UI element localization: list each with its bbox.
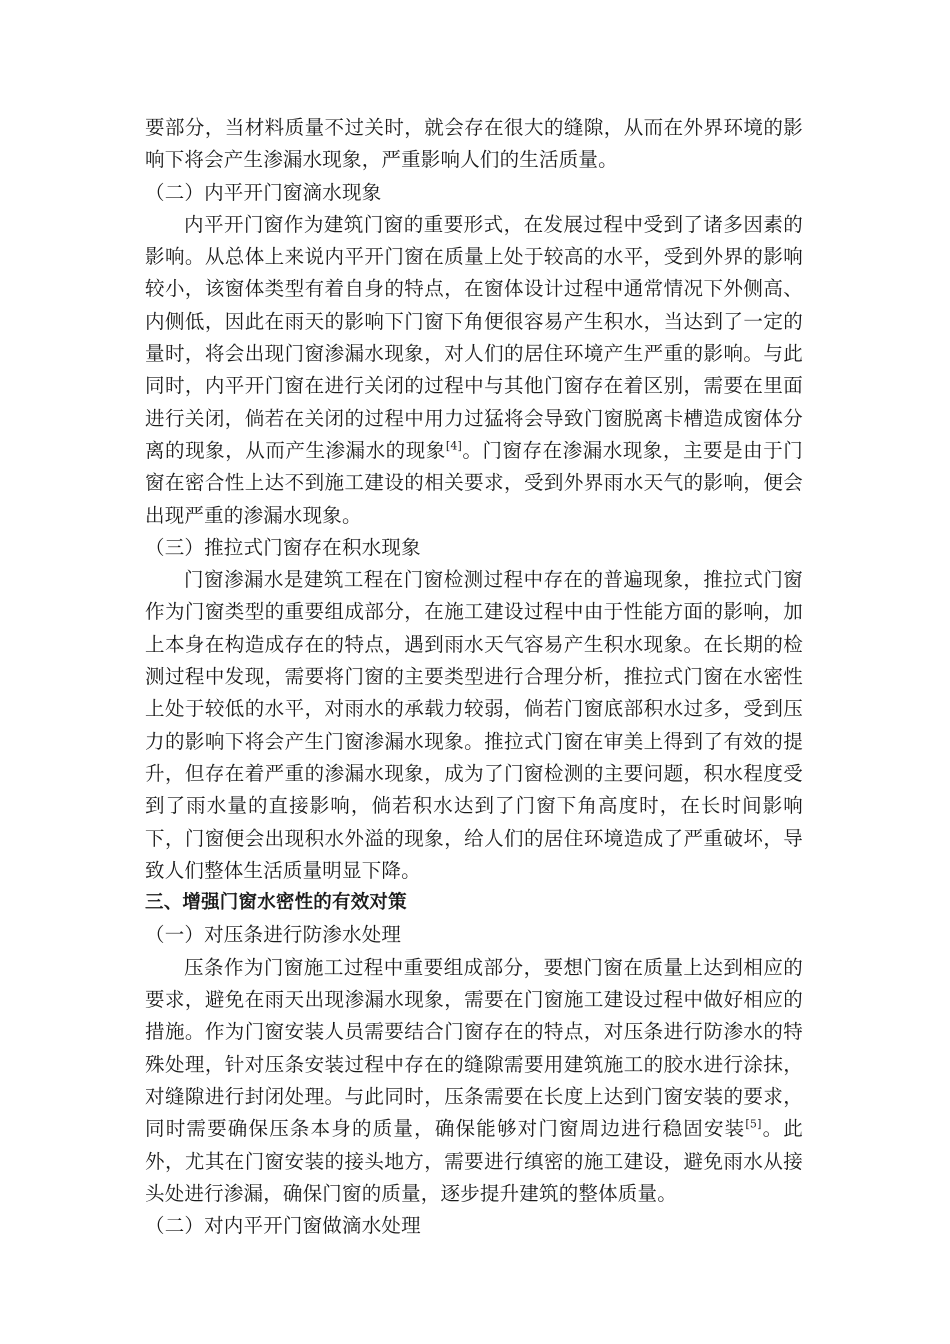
paragraph-sliding: 门窗渗漏水是建筑工程在门窗检测过程中存在的普遍现象，推拉式门窗作为门窗类型的重要组成部分，在施工建设过程中由于性能方面的影响，加上本身在构造成存在的特点，遇到雨水天气容易产生积水现象。在长期的检测过程中发现，需要将门窗的主要类型进行合理分析，推拉式门窗在水密性上处于较低的水平，对雨水的承载力较弱，倘若门窗底部积水过多，受到压力的影响下将会产生门窗渗漏水现象。推拉式门窗在审美上得到了有效的提升，但存在着严重的渗漏水现象，成为了门窗检测的主要问题，积水程度受到了雨水量的直接影响，倘若积水达到了门窗下角高度时，在长时间影响下，门窗便会出现积水外溢的现象，给人们的居住环境造成了严重破坏，导致人们整体生活质量明显下降。	[145, 568, 803, 882]
citation-5: [5]	[745, 1117, 762, 1131]
subheading-sliding-water: （三）推拉式门窗存在积水现象	[145, 535, 421, 559]
citation-4: [4]	[445, 439, 463, 453]
paragraph-text: 。此外，尤其在门窗安装的接头地方，需要进行缜密的施工建设，避免雨水从接头处进行渗漏，确保门窗的质量，逐步提升建筑的整体质量。	[145, 1117, 803, 1205]
paragraph-text: 压条作为门窗施工过程中重要组成部分，要想门窗在质量上达到相应的要求，避免在雨天出现渗漏水现象，需要在门窗施工建设过程中做好相应的措施。作为门窗安装人员需要结合门窗存在的特点，对压条进行防渗水的特殊处理，针对压条安装过程中存在的缝隙需要用建筑施工的胶水进行涂抹，对缝隙进行封闭处理。与此同时，压条需要在长度上达到门窗安装的要求，同时需要确保压条本身的质量，确保能够对门窗周边进行稳固安装	[145, 955, 803, 1141]
subheading-inward-opening-drip: （二）内平开门窗滴水现象	[145, 180, 382, 204]
paragraph-inward-opening	[145, 209, 803, 532]
section-heading-countermeasures: 三、增强门窗水密性的有效对策	[145, 892, 407, 914]
subheading-inward-drip-treatment: （二）对内平开门窗做滴水处理	[145, 1214, 421, 1238]
document-body	[145, 112, 803, 1242]
subheading-bead-waterproof: （一）对压条进行防渗水处理	[145, 923, 402, 947]
paragraph-bead	[145, 952, 803, 1210]
paragraph-continued: 要部分，当材料质量不过关时，就会存在很大的缝隙，从而在外界环境的影响下将会产生渗漏水现象，严重影响人们的生活质量。	[145, 116, 803, 172]
paragraph-text: 内平开门窗作为建筑门窗的重要形式，在发展过程中受到了诸多因素的影响。从总体上来说内平开门窗在质量上处于较高的水平，受到外界的影响较小，该窗体类型有着自身的特点，在窗体设计过程中通常情况下外侧高、内侧低，因此在雨天的影响下门窗下角便很容易产生积水，当达到了一定的量时，将会出现门窗渗漏水现象，对人们的居住环境产生严重的影响。与此同时，内平开门窗在进行关闭的过程中与其他门窗存在着区别，需要在里面进行关闭，倘若在关闭的过程中用力过猛将会导致门窗脱离卡槽造成窗体分离的现象，从而产生渗漏水的现象	[145, 212, 803, 462]
paragraph-text: 。门窗存在渗漏水现象，主要是由于门窗在密合性上达不到施工建设的相关要求，受到外界雨水天气的影响，便会出现严重的渗漏水现象。	[145, 438, 803, 527]
